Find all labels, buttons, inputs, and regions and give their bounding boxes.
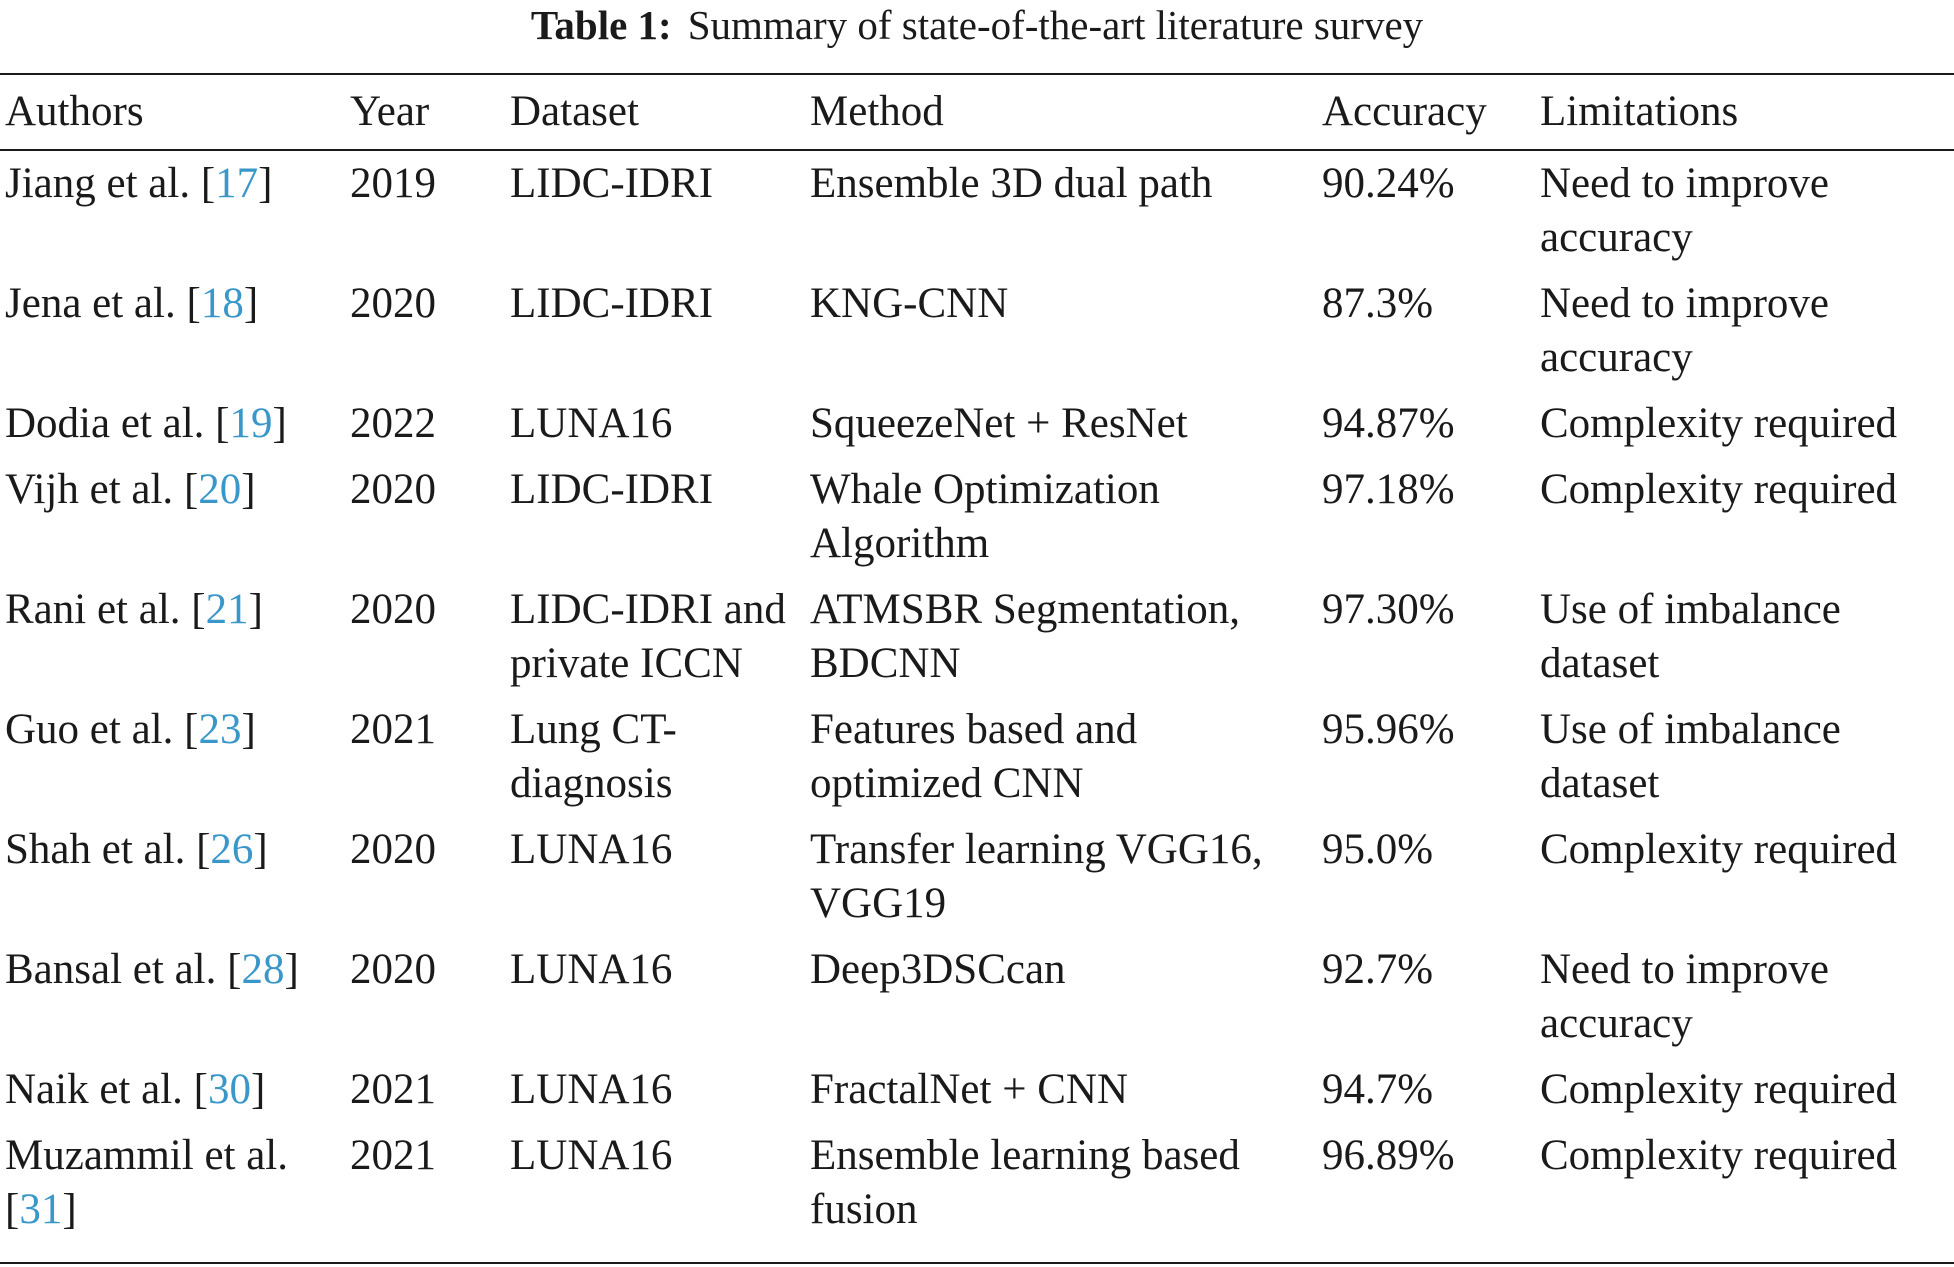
table-bottom-rule	[0, 1262, 1954, 1264]
table-row	[0, 149, 1954, 269]
cell-method: KNG-CNN	[810, 280, 1009, 327]
reference-link[interactable]: 31	[19, 1186, 63, 1233]
reference-link[interactable]: 17	[215, 160, 259, 207]
literature-survey-table	[0, 76, 1954, 1241]
cell-dataset: LIDC-IDRI	[510, 280, 714, 327]
cell-method: Ensemble learning based fusion	[810, 1132, 1240, 1233]
reference-link[interactable]: 28	[241, 946, 285, 993]
cell-accuracy: 87.3%	[1322, 280, 1434, 327]
cell-dataset: LIDC-IDRI	[510, 160, 714, 207]
cell-author: Vijh et al. [20]	[5, 466, 256, 513]
cell-year: 2022	[350, 400, 436, 447]
cell-dataset: LUNA16	[510, 1066, 673, 1113]
header-year: Year	[350, 88, 430, 135]
cell-method: Features based and optimized CNN	[810, 706, 1138, 807]
cell-limitations: Need to improve accuracy	[1540, 946, 1829, 1047]
cell-accuracy: 95.96%	[1322, 706, 1455, 753]
cell-dataset: LUNA16	[510, 400, 673, 447]
cell-author: Jiang et al. [17]	[5, 160, 273, 207]
cell-year: 2020	[350, 586, 436, 633]
table-row	[0, 1055, 1954, 1121]
reference-link[interactable]: 19	[229, 400, 273, 447]
cell-accuracy: 92.7%	[1322, 946, 1434, 993]
cell-method: SqueezeNet + ResNet	[810, 400, 1188, 447]
author-name: Dodia et al.	[5, 400, 205, 447]
table-row	[0, 455, 1954, 575]
cell-accuracy: 96.89%	[1322, 1132, 1455, 1179]
cell-year: 2019	[350, 160, 436, 207]
cell-dataset: LIDC-IDRI	[510, 466, 714, 513]
author-name: Bansal et al.	[5, 946, 217, 993]
table-row	[0, 389, 1954, 455]
table-caption-label: Table 1:	[530, 2, 672, 48]
author-name: Jiang et al.	[5, 160, 191, 207]
cell-method: Whale Optimization Algorithm	[810, 466, 1160, 567]
cell-dataset: LIDC-IDRI and private ICCN	[510, 586, 786, 687]
table-row	[0, 1121, 1954, 1241]
table-row	[0, 695, 1954, 815]
cell-dataset: LUNA16	[510, 826, 673, 873]
cell-method: FractalNet + CNN	[810, 1066, 1129, 1113]
table-row	[0, 575, 1954, 695]
cell-limitations: Complexity required	[1540, 1132, 1898, 1179]
reference-link[interactable]: 30	[207, 1066, 251, 1113]
cell-author: Dodia et al. [19]	[5, 400, 287, 447]
header-accuracy: Accuracy	[1322, 88, 1487, 135]
table-row	[0, 269, 1954, 389]
author-name: Muzammil et al.	[5, 1132, 289, 1179]
cell-author: Bansal et al. [28]	[5, 946, 299, 993]
header-authors: Authors	[5, 88, 144, 135]
cell-author: Rani et al. [21]	[5, 586, 263, 633]
cell-author: Shah et al. [26]	[5, 826, 268, 873]
reference-link[interactable]: 21	[205, 586, 249, 633]
cell-year: 2020	[350, 280, 436, 327]
cell-year: 2021	[350, 706, 436, 753]
cell-year: 2021	[350, 1132, 436, 1179]
cell-author: Guo et al. [23]	[5, 706, 256, 753]
cell-dataset: Lung CT-diagnosis	[510, 706, 677, 807]
reference-link[interactable]: 18	[200, 280, 244, 327]
cell-accuracy: 94.7%	[1322, 1066, 1434, 1113]
author-name: Rani et al.	[5, 586, 181, 633]
cell-method: Deep3DSCcan	[810, 946, 1066, 993]
cell-accuracy: 95.0%	[1322, 826, 1434, 873]
table-caption-title: Summary of state-of-the-art literature survey	[687, 2, 1424, 48]
author-name: Shah et al.	[5, 826, 186, 873]
cell-dataset: LUNA16	[510, 1132, 673, 1179]
cell-author: Jena et al. [18]	[5, 280, 259, 327]
cell-method: Transfer learning VGG16, VGG19	[810, 826, 1263, 927]
table-caption	[0, 0, 1954, 50]
cell-author: Muzammil et al. [31]	[5, 1132, 289, 1233]
author-name: Guo et al.	[5, 706, 174, 753]
table-top-rule	[0, 73, 1954, 75]
cell-year: 2021	[350, 1066, 436, 1113]
header-dataset: Dataset	[510, 88, 639, 135]
author-name: Jena et al.	[5, 280, 176, 327]
cell-limitations: Complexity required	[1540, 466, 1898, 513]
cell-limitations: Need to improve accuracy	[1540, 280, 1829, 381]
cell-accuracy: 97.18%	[1322, 466, 1455, 513]
cell-year: 2020	[350, 826, 436, 873]
cell-limitations: Complexity required	[1540, 400, 1898, 447]
cell-accuracy: 94.87%	[1322, 400, 1455, 447]
author-name: Vijh et al.	[5, 466, 174, 513]
header-method: Method	[810, 88, 944, 135]
cell-method: Ensemble 3D dual path	[810, 160, 1213, 207]
cell-accuracy: 90.24%	[1322, 160, 1455, 207]
header-limitations: Limitations	[1540, 88, 1739, 135]
cell-author: Naik et al. [30]	[5, 1066, 266, 1113]
cell-limitations: Complexity required	[1540, 1066, 1898, 1113]
table-header-row	[0, 76, 1954, 149]
cell-limitations: Need to improve accuracy	[1540, 160, 1829, 261]
reference-link[interactable]: 23	[198, 706, 242, 753]
cell-limitations: Use of imbalance dataset	[1540, 706, 1841, 807]
cell-year: 2020	[350, 946, 436, 993]
cell-dataset: LUNA16	[510, 946, 673, 993]
cell-method: ATMSBR Segmentation, BDCNN	[810, 586, 1241, 687]
cell-accuracy: 97.30%	[1322, 586, 1455, 633]
table-row	[0, 935, 1954, 1055]
table-row	[0, 815, 1954, 935]
cell-limitations: Complexity required	[1540, 826, 1898, 873]
author-name: Naik et al.	[5, 1066, 183, 1113]
cell-limitations: Use of imbalance dataset	[1540, 586, 1841, 687]
cell-year: 2020	[350, 466, 436, 513]
reference-link[interactable]: 20	[198, 466, 242, 513]
reference-link[interactable]: 26	[210, 826, 254, 873]
